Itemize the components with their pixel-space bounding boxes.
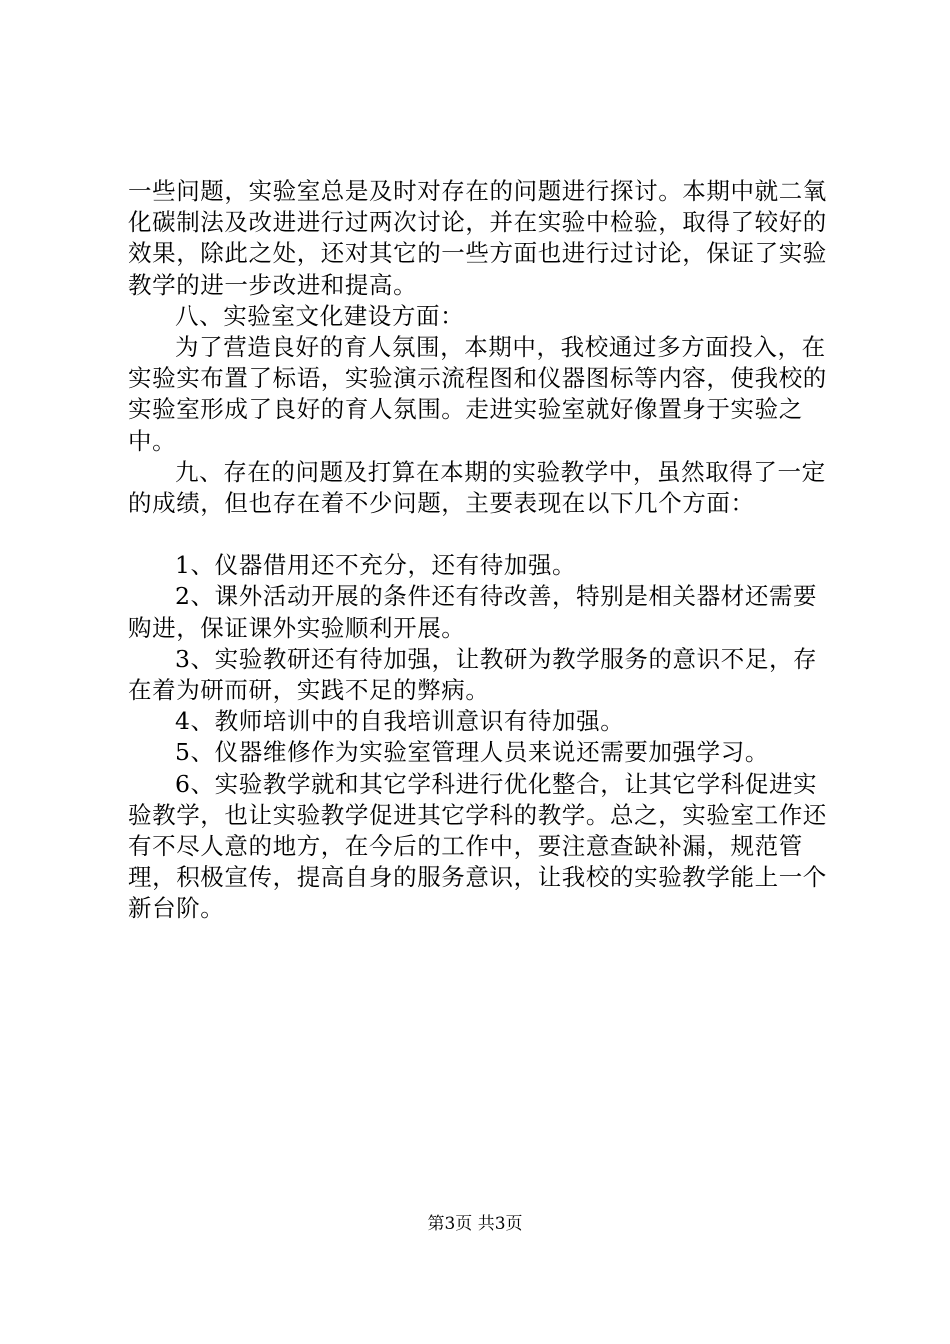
document-body [128,176,840,925]
list-item-6: 6、实验教学就和其它学科进行优化整合，让其它学科促进实验教学，也让实验教学促进其它学科的教学。总之，实验室工作还有不尽人意的地方，在今后的工作中，要注意查缺补漏，规范管理，积极宣传，提高自身的服务意识，让我校的实验教学能上一个新台阶。 [128,769,827,923]
paragraph-lab-culture: 为了营造良好的育人氛围，本期中，我校通过多方面投入，在实验实布置了标语，实验演示流程图和仪器图标等内容，使我校的实验室形成了良好的育人氛围。走进实验室就好像置身于实验之中。 [128,333,827,455]
list-item-4: 4、教师培训中的自我培训意识有待加强。 [175,707,625,736]
blank-line [128,519,840,550]
list-item-5: 5、仪器维修作为实验室管理人员来说还需要加强学习。 [175,738,769,767]
section-heading-problems: 九、存在的问题及打算在本期的实验教学中，虽然取得了一定的成绩，但也存在着不少问题，主要表现在以下几个方面： [128,457,826,518]
list-item-3: 3、实验教研还有待加强，让教研为教学服务的意识不足，存在着为研而研，实践不足的弊病。 [128,644,818,705]
section-heading-lab-culture: 八、实验室文化建设方面： [175,301,465,330]
page-footer: 第3页 共3页 [427,1214,523,1234]
paragraph-continuation: 一些问题，实验室总是及时对存在的问题进行探讨。本期中就二氧化碳制法及改进进行过两次讨论，并在实验中检验，取得了较好的效果，除此之处，还对其它的一些方面也进行过讨论，保证了实验教学的进一步改进和提高。 [128,177,827,299]
list-item-1: 1、仪器借用还不充分，还有待加强。 [175,551,577,580]
list-item-2: 2、课外活动开展的条件还有待改善，特别是相关器材还需要购进，保证课外实验顺利开展。 [128,582,818,642]
